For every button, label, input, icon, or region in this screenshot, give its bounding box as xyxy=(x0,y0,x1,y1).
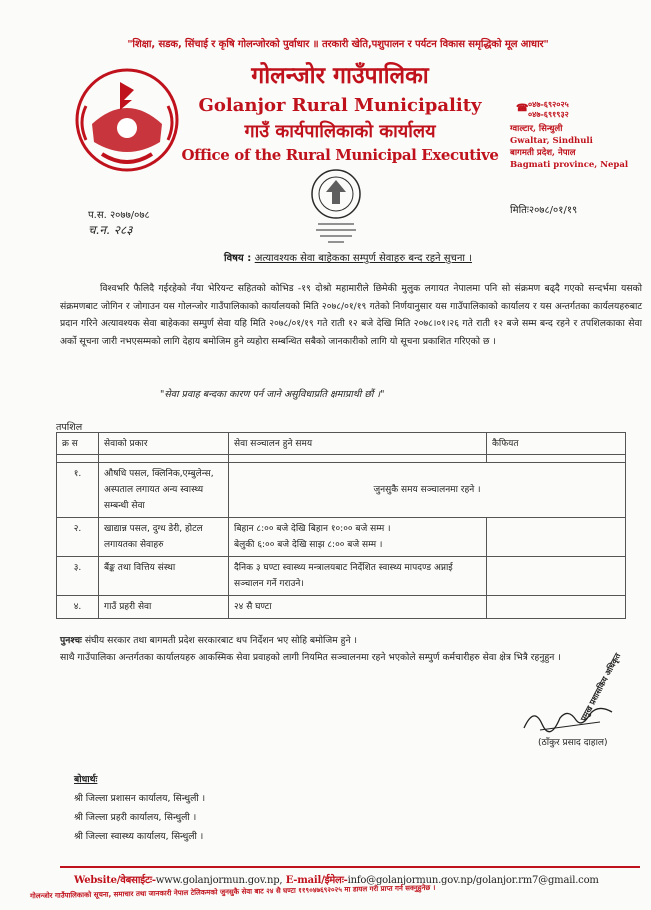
office-name-np: गाउँ कार्यपालिकाको कार्यालय xyxy=(244,121,436,142)
service-type: गाउँ प्रहरी सेवा xyxy=(99,596,229,619)
address xyxy=(510,123,628,171)
letter-date: मितिः२०७८/०१/१९ xyxy=(510,205,578,216)
table-spacer-row xyxy=(57,455,626,463)
phone-number: ०४७-६९१९३२ xyxy=(528,109,569,119)
dispatch-number: च.न. २८३ xyxy=(88,223,133,237)
province-np: बागमती प्रदेश, नेपाल xyxy=(510,148,576,158)
reference-block xyxy=(88,208,150,238)
remarks xyxy=(487,557,626,596)
office-name-en: Office of the Rural Municipal Executive xyxy=(181,146,499,164)
table-row xyxy=(57,557,626,596)
phone-numbers xyxy=(528,99,569,119)
column-header: कैफियत xyxy=(487,433,626,455)
service-time: २४ सै घण्टा xyxy=(229,596,487,619)
postscript-label: पुनश्चः xyxy=(60,635,82,646)
email-label: E-mail/ईमेलः- xyxy=(285,875,348,886)
notice-body xyxy=(60,280,642,350)
service-time: जुनसुकै समय सञ्चालनमा रहने । xyxy=(229,463,626,518)
service-time-evening: बेलुकी ६:०० बजे देखि साझ ८:०० बजे सम्म । xyxy=(234,540,383,550)
body-paragraph: विश्वभरि फैलिदै गईरहेको नँया भेरियन्ट सहितको कोभिड -१९ दोश्रो महामारीले छिमेकी मुलुक लगायत नेपालमा पनि सो संक्रमण बढ्दै गएको सन्दर्भमा यसको संक्रमणबाट जोगिन र जोगाउन यस गोलन्जोर गाउँपालिकाको कार्यालयको मिति २०७८/०१/१९ गतेको निर्णयानुसार यस गाउँपालिकाको कार्यालय र यस अन्तर्गतका कार्यलयहरुबाट प्रदान गरिने अत्यावश्यक सेवा बाहेकका सम्पुर्ण सेवा यहि मिति २०७८/०१/१९ गते राती १२ बजे देखि मिति २०७८।०१।२६ गते राती १२ बजे सम्म बन्द रहने र तपशिलकाका सेवा अर्को सूचना जारी नभएसम्मको लागि देहाय बमोजिम हुने व्यहोरा सम्बन्धित सबैको जानकारीको लागि यो सूचना प्रकाशित गरिएको छ । xyxy=(60,283,642,347)
municipality-name-np: गोलन्जोर गाउँपालिका xyxy=(251,62,429,89)
column-header: क्र स xyxy=(57,433,99,455)
copy-to-title: बोधार्थः xyxy=(74,774,98,785)
postscript-text-2: साथै गाउँपालिका अन्तर्गतका कार्यालयहरु आकस्मिक सेवा प्रवाहको लागी नियमित सञ्चालनमा रहने भएकोले सम्पुर्ण कर्मचारीहरु सेवा क्षेत्र भित्रै रहनुहुन । xyxy=(60,652,561,663)
postscript xyxy=(60,632,620,666)
government-emblem-icon xyxy=(72,62,182,174)
address-np: ग्वाल्टार, सिन्धुली xyxy=(510,124,563,134)
postscript-text: संघीय सरकार तथा बागमती प्रदेश सरकारबाट थप निर्देशन भए सोहि बमोजिम हुने । xyxy=(84,635,358,646)
schedule-caption: तपशिल xyxy=(56,422,83,433)
remarks xyxy=(487,518,626,557)
email-link[interactable]: info@golanjormun.gov.np/golanjor.rm7@gmail.com xyxy=(347,875,599,886)
service-time xyxy=(229,518,487,557)
phone-icon: ☎ xyxy=(516,103,529,114)
handwritten-signature xyxy=(520,700,620,736)
footer-contact xyxy=(74,872,599,886)
table-row xyxy=(57,596,626,619)
service-time-morning: बिहान ८:०० बजे देखि बिहान १०:०० बजे सम्म । xyxy=(234,524,391,534)
table-header-row xyxy=(57,433,626,455)
remarks xyxy=(487,596,626,619)
website-link[interactable]: www.golanjormun.gov.np, xyxy=(155,875,283,886)
copy-to-item: श्री जिल्ला स्वास्थ्य कार्यालय, सिन्धुली । xyxy=(74,831,204,842)
column-header: सेवा सञ्चालन हुने समय xyxy=(229,433,487,455)
subject-prefix: विषय : xyxy=(224,253,252,264)
fiscal-year: प.स. २०७७/०७८ xyxy=(88,210,150,221)
signatory-name: (ठाँकुर प्रसाद दाहाल) xyxy=(538,738,608,748)
copy-to-item: श्री जिल्ला प्रशासन कार्यालय, सिन्धुली । xyxy=(74,793,206,804)
row-number: २. xyxy=(57,518,99,557)
row-number: ३. xyxy=(57,557,99,596)
row-number: १. xyxy=(57,463,99,518)
service-type: खाद्यान्न पसल, दुग्ध डेरी, होटल लगायतका सेवाहरु xyxy=(99,518,229,557)
letter-footer xyxy=(0,858,651,910)
table-row xyxy=(57,463,626,518)
website-label: Website/वेबसाईटः- xyxy=(74,875,156,886)
province-en: Bagmati province, Nepal xyxy=(510,160,629,170)
service-schedule-table xyxy=(56,432,626,619)
service-type: औषधि पसल, क्लिनिक,एम्बुलेन्स, अस्पताल लगायत अन्य स्वास्थ्य सम्बन्धी सेवा xyxy=(99,463,229,518)
address-en: Gwaltar, Sindhuli xyxy=(510,136,593,146)
municipality-name-en: Golanjor Rural Municipality xyxy=(198,95,482,116)
letterhead-slogan: "शिक्षा, सडक, सिंचाई र कृषि गोलन्जोरको पुर्वाधार ॥ तरकारी खेति,पशुपालन र पर्यटन विकास समृद्धिको मूल आधार" xyxy=(127,39,549,50)
column-header: सेवाको प्रकार xyxy=(99,433,229,455)
service-time: दैनिक ३ घण्टा स्वास्थ्य मन्त्रालयबाट निर्देशित स्वास्थ्य मापदण्ड अप्नाई सञ्चालन गर्ने गराउने। xyxy=(229,557,487,596)
copy-to-item: श्री जिल्ला प्रहरी कार्यालय, सिन्धुली । xyxy=(74,812,197,823)
table-row xyxy=(57,518,626,557)
subject-text: अत्यावश्यक सेवा बाहेकका सम्पुर्ण सेवाहरु बन्द रहने सुचना । xyxy=(254,253,472,264)
phone-number: ०४७-६९२०२५ xyxy=(528,99,569,109)
service-type: बैंङ्क तथा वित्तिय संस्था xyxy=(99,557,229,596)
subject-line xyxy=(224,250,472,264)
row-number: ४. xyxy=(57,596,99,619)
signatory-role: प्रमुख प्रशासकिय अधिकृत xyxy=(578,651,623,723)
apology-quote: "सेवा प्रवाह बन्दका कारण पर्न जाने असुविधाप्रति क्षमाप्राथी छौं ।" xyxy=(160,389,385,400)
footer-rule xyxy=(60,866,640,868)
footer-note: गोलन्जोर गाउँपालिकाको सूचना, समाचार तथा जानकारी नेपाल टेलिकमको जुनसुकै सेवा बाट २४ सै घण्टा ११९०४७६९२०२५ मा डायल गरी प्राप्त गर्न सक्नुहुनेछ । xyxy=(29,883,436,901)
office-seal-stamp xyxy=(300,162,372,250)
copy-to-block xyxy=(74,770,205,846)
postscript-line xyxy=(60,632,620,649)
